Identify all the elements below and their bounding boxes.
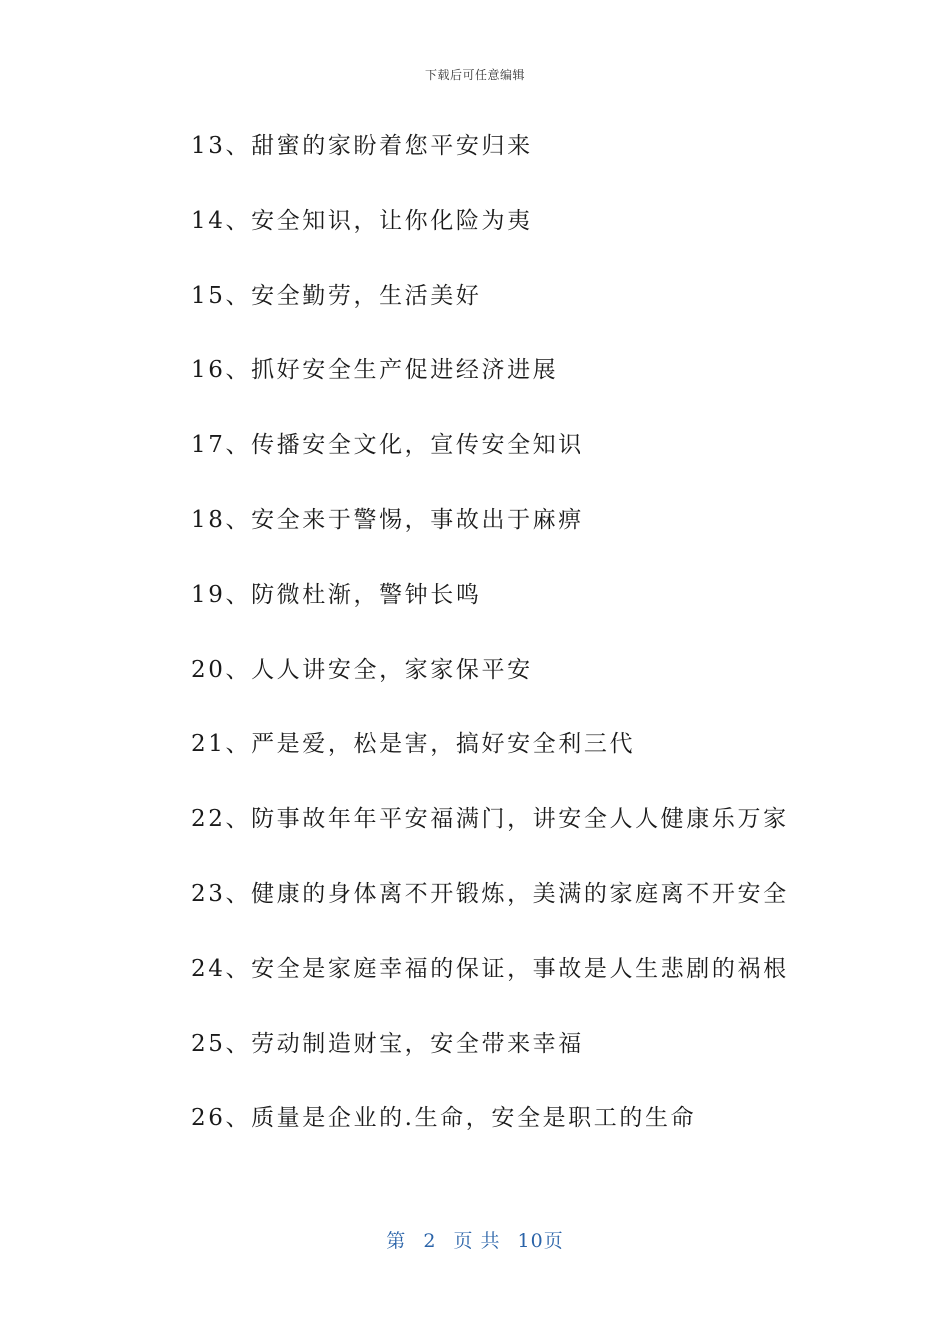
slogan-item: 20、人人讲安全，家家保平安 <box>191 656 533 683</box>
page-number-current: 2 <box>423 1230 437 1252</box>
header-note: 下载后可任意编辑 <box>424 68 525 82</box>
slogan-item: 17、传播安全文化，宣传安全知识 <box>191 432 584 459</box>
slogan-list <box>191 128 789 1175</box>
slogan-item: 13、甜蜜的家盼着您平安归来 <box>191 133 533 159</box>
slogan-item: 19、防微杜渐，警钟长鸣 <box>191 581 482 608</box>
slogan-item: 22、防事故年年平安福满门，讲安全人人健康乐万家 <box>191 806 789 833</box>
slogan-item: 18、安全来于警惕，事故出于麻痹 <box>191 506 584 533</box>
page-number-total: 10页 <box>517 1230 564 1252</box>
slogan-item: 24、安全是家庭幸福的保证，事故是人生悲剧的祸根 <box>191 955 789 982</box>
page-number-middle: 页 共 <box>453 1230 501 1252</box>
slogan-item: 25、劳动制造财宝，安全带来幸福 <box>191 1030 584 1057</box>
slogan-item: 23、健康的身体离不开锻炼，美满的家庭离不开安全 <box>191 880 789 907</box>
page-footer <box>0 1226 950 1253</box>
page-number-prefix: 第 <box>386 1230 407 1252</box>
slogan-item: 14、安全知识，让你化险为夷 <box>191 207 533 234</box>
slogan-item: 21、严是爱，松是害，搞好安全利三代 <box>191 731 636 758</box>
slogan-item: 15、安全勤劳，生活美好 <box>191 282 482 309</box>
slogan-item: 26、质量是企业的.生命，安全是职工的生命 <box>191 1105 697 1132</box>
slogan-item: 16、抓好安全生产促进经济进展 <box>191 357 559 384</box>
